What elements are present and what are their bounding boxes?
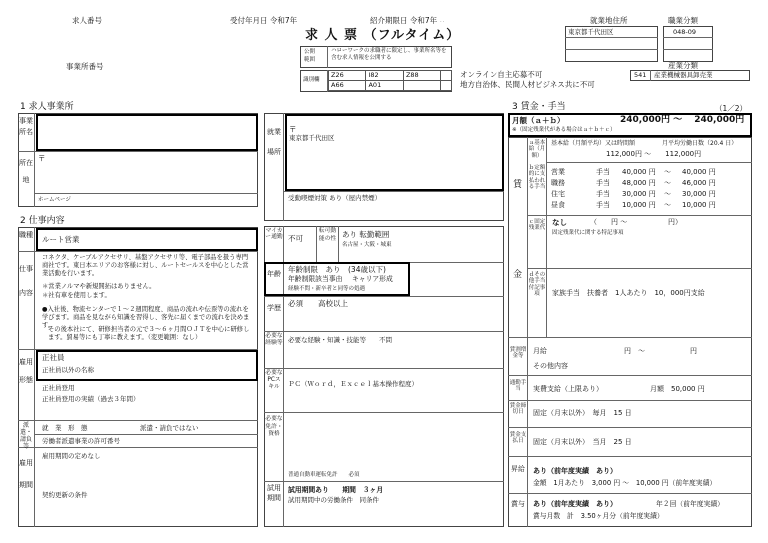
license-label: 必要な免許・資格	[265, 416, 283, 438]
trial-label: 試用期間	[267, 484, 281, 502]
location-value: 東京都千代田区	[568, 28, 614, 36]
allowance-max: 30,000 円	[682, 190, 716, 198]
commute-value: 実費支給（上限あり）	[533, 385, 603, 393]
code-cell: Z88	[403, 71, 440, 81]
experience-label: 必要な経験等	[265, 333, 283, 346]
allowance-tilde: 〜	[664, 190, 671, 198]
monthly-wage-range: 240,000円 〜 240,000円	[620, 115, 745, 125]
base-pay-desc: 基本給（月額平均）又は時間額	[551, 140, 636, 147]
job-content-2: ＊営業ノルマや新規開拓はありません。	[42, 283, 156, 290]
employment-sub-name: 正社員以外の名称	[42, 366, 94, 374]
family-allowance: 家族手当 扶養者 1人あたり 10，000円支給	[552, 289, 705, 297]
allowance-name: 昼食	[551, 201, 565, 209]
bonus-label: 賞与	[511, 500, 525, 508]
public-label-1: 公開	[304, 49, 316, 55]
cutoff-label: 賃金締切日	[509, 403, 527, 416]
public-label-2: 範囲	[304, 57, 316, 63]
allowance-kind: 手当	[596, 179, 610, 187]
code-cell: I82	[366, 71, 403, 81]
page-indicator: （1／2）	[715, 104, 748, 113]
fixed-overtime-note: 固定残業代に関する特記事項	[552, 230, 624, 236]
monthly-short: 月給	[533, 347, 547, 355]
commute-monthly: 月額 50,000 円	[650, 385, 705, 393]
office-number-label: 事業所番号	[66, 62, 104, 71]
pc-skill-label: 必要なPCスキル	[265, 370, 283, 390]
code-cell	[403, 81, 440, 91]
code-cell	[441, 81, 452, 91]
allowance-min: 40,000 円	[622, 168, 656, 176]
regular-hire-label: 正社員登用	[42, 384, 75, 392]
overtime-label: 賃割増金等	[509, 347, 527, 360]
period-value: 雇用期間の定めなし	[42, 452, 101, 460]
transfer-label: 転可動能の性	[318, 228, 337, 242]
allowance-name: 営業	[551, 168, 565, 176]
regular-hire-record: 正社員登用の実績（過去３年間）	[42, 395, 140, 403]
allowance-max: 10,000 円	[682, 201, 716, 209]
company-name-field[interactable]	[36, 114, 258, 151]
education-value: 必須 高校以上	[288, 299, 348, 308]
job-content-label: 仕事内容	[19, 265, 33, 297]
job-content-3: ＊社有車を使用します。	[42, 292, 111, 299]
public-range-text: ハローワークの求職者に限定し、事業所名等を含む求人情報を公開する	[331, 48, 447, 62]
bonus-2: 賞与月数 計 3.50ヶ月分（前年度実績）	[533, 512, 664, 520]
license-value: 普通自動車運転免許 必須	[288, 472, 360, 478]
dispatch-value: 派遣・請負ではない	[140, 424, 199, 432]
allowance-max: 40,000 円	[682, 168, 716, 176]
trial-conditions: 試用期間中の労働条件 同条件	[288, 496, 379, 504]
allowance-min: 30,000 円	[622, 190, 656, 198]
age-label: 年齢	[267, 270, 281, 278]
fixed-overtime-none: なし	[552, 218, 567, 227]
job-content-1: コネクタ、ケーブルアクセサリ、基盤アクセサリ等、電子部品を扱う専門商社です。東日本エリアのお客様に対し、ルートセールスを中心とした営業活動を行います。	[42, 254, 249, 278]
allowance-min: 48,000 円	[622, 179, 656, 187]
received-date-label: 受付年月日 令和7年	[230, 16, 298, 25]
job-title: ルート営業	[42, 235, 80, 244]
age-reason-label: 年齢制限該当事由	[288, 275, 343, 283]
company-postal: 〒	[38, 154, 46, 163]
wage-vertical-label-2: 金	[513, 270, 523, 280]
dispatch-permit: 労働者派遣事業の許可番号	[42, 437, 120, 445]
allowance-name: 住宅	[551, 190, 565, 198]
wage-vertical-label-1: 賃	[513, 180, 523, 190]
section-1-title: 1 求人事業所	[20, 102, 74, 112]
class-value: 048-09	[673, 28, 697, 36]
industry-code: 541	[634, 71, 647, 79]
transfer-area: 名古屋・大阪・城東	[342, 242, 392, 248]
code-cell	[441, 71, 452, 81]
trial-value: 試用期間あり 期間 ３ヶ月	[288, 486, 384, 494]
bonus-1: あり（前年度実績 あり）	[533, 500, 617, 508]
work-address: 東京都千代田区	[289, 134, 335, 142]
transfer-value: あり 転勤範囲	[342, 230, 390, 239]
fixed-overtime-label: ｃ固定残業代	[528, 219, 546, 232]
code-cell: Z26	[329, 71, 366, 81]
allowance-min: 10,000 円	[622, 201, 656, 209]
raise-1: あり（前年度実績 あり）	[533, 467, 617, 475]
monthly-wage-label: 月額（ａ＋ｂ）	[512, 116, 565, 125]
pay-day-label: 賃金支払日	[509, 432, 527, 445]
overtime-yen-2: 円	[690, 347, 697, 355]
fixed-allowance-label: ｂ定額的に支払われる手当	[528, 165, 546, 190]
base-pay-range: 112,000円 〜 112,000円	[606, 150, 702, 158]
commute-label: 通勤手当	[509, 380, 527, 393]
work-place-label: 就業場所	[267, 128, 281, 156]
raise-2: 金額 1月あたり 3,000 円 〜 10,000 円（前年度実績）	[533, 479, 717, 487]
industry-head: 産業分類	[668, 61, 698, 70]
fixed-overtime-range-1: （ 円 〜	[590, 218, 628, 226]
industry-name: 産業機械器具卸売業	[654, 71, 713, 79]
period-label: 雇用期間	[19, 459, 33, 490]
allowance-name: 職務	[551, 179, 565, 187]
job-title-label: 職種	[19, 231, 33, 239]
renewal-conditions: 契約更新の条件	[42, 491, 88, 499]
employment-label: 雇用形態	[19, 358, 33, 385]
raise-label: 昇給	[511, 465, 525, 473]
company-homepage: ホームページ	[38, 197, 71, 203]
code-cell: A01	[366, 81, 403, 91]
allowance-kind: 手当	[596, 168, 610, 176]
smoking-policy: 受動喫煙対策 あり（屋内禁煙）	[288, 194, 382, 202]
code-label: 識別欄	[303, 77, 320, 83]
allowance-kind: 手当	[596, 201, 610, 209]
job-number-label: 求人番号	[72, 16, 102, 25]
pc-skill-value: ＰＣ（Ｗｏｒｄ，Ｅｘｃｅｌ基本操作程度）	[288, 380, 418, 388]
company-address-label: 所在地	[19, 159, 33, 184]
monthly-wage-note: ※（固定残業代がある場合はａ＋ｂ＋ｃ）	[512, 127, 616, 133]
cutoff-value: 固定（月末以外） 毎月 15 日	[533, 409, 632, 417]
allowance-tilde: 〜	[664, 179, 671, 187]
allowance-tilde: 〜	[664, 201, 671, 209]
deadline-label: 紹介期限日 令和7年	[370, 16, 438, 25]
working-days: 月平均労働日数（20.4 日）	[662, 140, 738, 147]
allowance-max: 46,000 円	[682, 179, 716, 187]
location-head: 就業地住所	[590, 16, 628, 25]
other-content: その他内容	[533, 362, 568, 370]
code-cell: A66	[329, 81, 366, 91]
dispatch-label: 派遣・請負等	[19, 422, 32, 450]
age-reason: キャリア形成	[352, 275, 393, 283]
age-limit: 年齢制限 あり (34歳以下)	[288, 265, 386, 274]
overtime-yen-1: 円 〜	[624, 347, 645, 355]
class-head: 職業分類	[668, 16, 698, 25]
agency-note: 地方自治体、民間人材ビジネス共に不可	[460, 80, 595, 89]
job-content-5: その後本社にて、研修担当者の元で３～６ヶ月間ＯＪＴを中心に研修します。貿易等にも丁寧に教えます。（変更範囲：なし）	[48, 326, 250, 342]
company-name-label: 事業所名	[19, 117, 33, 136]
employment-type: 正社員	[42, 353, 65, 362]
deadline-dots: ．．	[440, 18, 449, 24]
age-note: 経験不問・新卒者と同等の処遇	[288, 286, 366, 292]
pay-day-value: 固定（月末以外） 当月 25 日	[533, 438, 632, 446]
work-postal: 〒	[289, 125, 297, 134]
fixed-overtime-range-2: 円）	[668, 218, 682, 226]
allowance-kind: 手当	[596, 190, 610, 198]
base-pay-label: ａ基本給（月額）	[528, 140, 546, 159]
allowance-tilde: 〜	[664, 168, 671, 176]
other-allowance-label: ｄその他手当付記事項	[528, 272, 546, 297]
dispatch-form-label: 就 業 形 態	[42, 424, 88, 432]
online-apply-note: オンライン自主応募不可	[460, 70, 543, 79]
job-content-4: ●入社後、物流センターで１～２週間程度、商品の流れや伝票等の流れを学びます。商品を見ながら知識を習得し、客先に届くまでの流れを決めます。	[42, 306, 250, 330]
section-2-title: 2 仕事内容	[20, 216, 65, 226]
bonus-times: 年２回（前年度実績）	[656, 500, 724, 508]
section-3-title: 3 賃金・手当	[512, 102, 566, 112]
page-title: 求 人 票 （フルタイム）	[305, 28, 461, 43]
experience-value: 必要な経験・知識・技能等 不問	[288, 336, 392, 344]
education-label: 学歴	[267, 304, 281, 312]
code-grid	[328, 70, 452, 91]
work-place-field[interactable]	[285, 114, 504, 191]
car-commute-value: 不可	[288, 234, 303, 243]
car-commute-label: マイカー通勤	[265, 228, 283, 241]
